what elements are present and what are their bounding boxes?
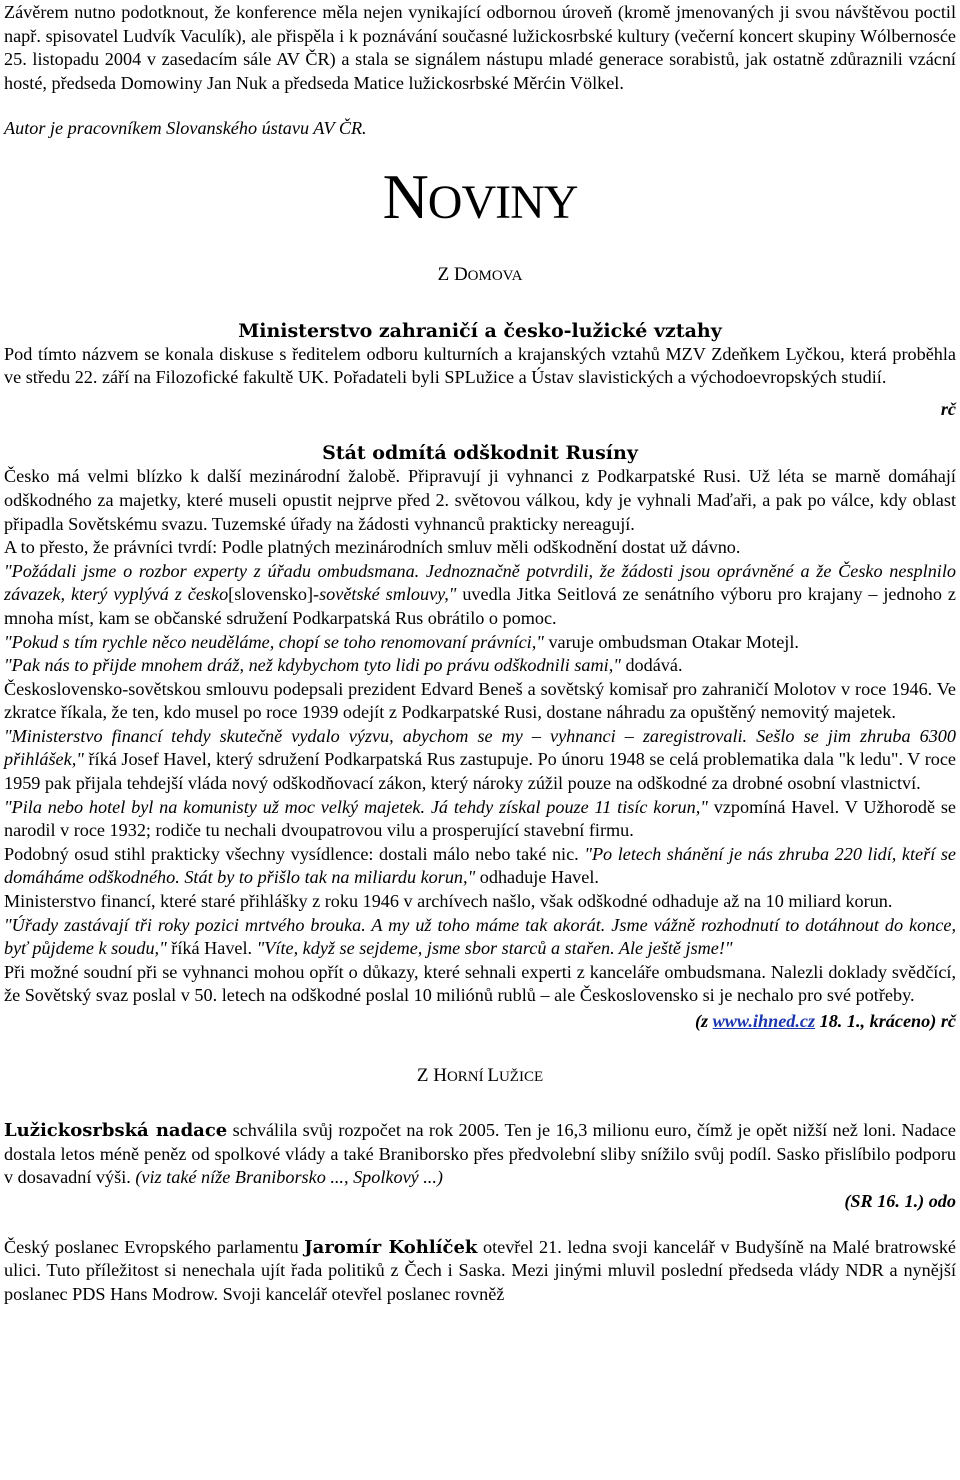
news-title-first: N (382, 160, 428, 232)
article-lead: Lužickosrbská nadace (4, 1120, 228, 1142)
article-paragraph: A to přesto, že právníci tvrdí: Podle platných mezinárodních smluv měli odškodnění dostat už dávno. (4, 537, 741, 558)
quote: "Pokud s tím rychle něco neuděláme, chopí se toho renomovaní právníci," (4, 631, 544, 652)
article-paragraph (4, 725, 956, 796)
intro-paragraph: Závěrem nutno podotknout, že konference měla nejen vynikající odbornou úroveň (kromě jmenovaných ji svou návštěvou poctil např. spisovatel Ludvík Vaculík), ale přispěla i k poznávání současné lužickosrbské kultury (večerní koncert skupiny Wólbernosće 25. listopadu 2004 v zasedacím sále AV ČR) a stala se signálem nástupu mladé generace sorabistů, jak ostatně zdůraznili vzácní hosté, předseda Domowiny Jan Nuk a předseda Matice lužickosrbské Měrćin Völkel. (4, 2, 956, 93)
quote: "Pak nás to přijde mnohem dráž, než kdybychom tyto lidi po právu odškodnili sami," (4, 655, 621, 676)
text: říká Josef Havel, který sdružení Podkarpatská Rus zastupuje. Po únoru 1948 se celá problematika dala "k ledu". V roce 1959 pak přijala tehdejší vláda nový odškodňovací zákon, který nároky zúžil pouze na odškodné za drobné osobní vlastnictví. (4, 749, 956, 794)
bracket-text: [slovensko] (228, 584, 314, 605)
article-source (4, 1010, 956, 1034)
quote: "Pila nebo hotel byl na komunisty už moc velký majetek. Já tehdy získal pouze 11 tisíc korun," (4, 796, 708, 817)
article-paragraph: Ministerstvo financí, které staré přihlášky z roku 1946 v archívech našlo, však odškodné odhaduje až na 10 miliard korun. (4, 891, 893, 912)
article-paragraph: Při možné soudní při se vyhnanci mohou opřít o důkazy, které sehnali experti z kanceláře ombudsmana. Nalezli doklady svědčící, že Sovětský svaz poslal v 50. letech na odškodné poslal 10 miliónů rublů – ale Československo si je nechalo pro své potřeby. (4, 961, 956, 1006)
text: vzpomíná Havel. V Užhorodě se narodil v roce 1932; rodiče tu nechali dvoupatrovou vilu a prosperující stavební firmu. (4, 796, 956, 841)
text: odhaduje Havel. (475, 867, 599, 888)
text: říká Havel. (166, 938, 257, 959)
article-paragraph (4, 843, 956, 890)
text: Český poslanec Evropského parlamentu (4, 1236, 305, 1257)
heading-part: UŽICE (498, 1068, 544, 1085)
section-home-first: Z D (437, 263, 468, 285)
heading-part: L (487, 1064, 499, 1086)
person-name: Jaromír Kohlíček (304, 1236, 478, 1258)
quote: "Po letech shánění je nás zhruba 220 lidí, kteří se domáháme odškodného. Stát by to přišlo tak na miliardu korun," (4, 843, 956, 888)
text: varuje ombudsman Otakar Motejl. (543, 631, 799, 652)
article-title-rusiny: Stát odmítá odškodnit Rusíny (322, 442, 638, 465)
quote: "Úřady zastávají tři roky pozici mrtvého brouka. A my už toho máme tak akorát. Jsme vážně rozhodnutí to dotáhnout do konce, byť půjdeme k soudu," (4, 914, 956, 959)
heading-part: ORNÍ (446, 1068, 488, 1085)
author-note: Autor je pracovníkem Slovanského ústavu AV ČR. (4, 118, 367, 139)
article-title-mzv: Ministerstvo zahraničí a česko-lužické vztahy (238, 319, 722, 342)
text: schválila svůj rozpočet na rok 2005. Ten je 16,3 milionu euro, čímž je opět nižší než loni. Nadace dostala letos méně peněz od spolkové vlády a také Braniborsko přes předvolební sliby snížilo svůj podíl. Sasko přislíbilo podporu v dosavadní výši. (4, 1120, 956, 1188)
section-home-rest: OMOVA (467, 267, 523, 284)
subsection-heading-z-horni-luzice (4, 1064, 956, 1090)
source-text: 18. 1., kráceno) rč (815, 1011, 956, 1031)
text: dodává. (620, 655, 683, 676)
news-title-rest: OVINY (427, 175, 578, 229)
text: otevřel 21. ledna svoji kancelář v Budyšíně na Malé bratrowské ulici. Tuto příležitost si nenechala ujít řada politiků z Čech i Saska. Mezi jinými mluvil poslední předseda vlády NDR a nynější poslanec PDS Hans Modrow. Svoji kancelář otevřel poslanec rovněž (4, 1236, 956, 1304)
cross-reference: (viz také níže Braniborsko ..., Spolkový ...) (135, 1167, 443, 1188)
quote: "Požádali jsme o rozbor experty z úřadu ombudsmana. Jednoznačně potvrdili, že žádosti jsou oprávněné a že Česko nesplnilo závazek, který vyplývá z česko (4, 560, 956, 605)
article-paragraph: Československo-sovětskou smlouvu podepsali prezident Edvard Beneš a sovětský komisař pro zahraničí Molotov v roce 1946. Ve zkratce říkala, že ten, kdo musel po roce 1939 odejít z Podkarpatské Rusi, dostane náhradu za opuštěný nemovitý majetek. (4, 678, 956, 723)
article-paragraph (4, 631, 956, 655)
subsection-heading-z-domova (4, 263, 956, 289)
article-paragraph (4, 914, 956, 961)
text: uvedla Jitka Seitlová ze senátního výboru pro krajany – jednoho z mnoha míst, kam se občanské sdružení Podkarpatská Rus obrátilo o pomoc. (4, 584, 956, 628)
article-paragraph (4, 796, 956, 843)
article-paragraph (4, 560, 956, 631)
text: Podobný osud stihl prakticky všechny vysídlence: dostali málo nebo také nic. (4, 843, 585, 864)
quote: "Ministerstvo financí tehdy skutečně vydalo výzvu, abychom se my – vyhnanci – zaregistrovali. Sešlo se jim zhruba 6300 přihlášek," (4, 725, 956, 770)
article-paragraph: Česko má velmi blízko k další mezinárodní žalobě. Připravují ji vyhnanci z Podkarpatské Rusi. Už léta se marně domáhají odškodného za majetky, které museli opustit nejprve před 2. světovou válkou, kdy je vyhnali Maďaři, a pak po válce, kdy oblast připadla Sovětskému svazu. Tuzemské úřady na žádosti vyhnanců prakticky nereagují. (4, 466, 956, 534)
article-paragraph (4, 654, 956, 678)
heading-part: Z H (416, 1064, 447, 1086)
article-signature: rč (940, 398, 956, 419)
article-paragraph (4, 1119, 956, 1190)
article-paragraph (4, 1236, 956, 1307)
document-page (4, 0, 956, 1306)
source-text: (z (694, 1011, 713, 1031)
quote: "Víte, když se sejdeme, jsme sbor starců a stařen. Ale ještě jsme!" (256, 938, 733, 959)
article-source: (SR 16. 1.) odo (844, 1190, 956, 1211)
quote: -sovětské smlouvy," (313, 584, 457, 605)
source-link[interactable]: www.ihned.cz (712, 1011, 816, 1031)
article-paragraph: Pod tímto názvem se konala diskuse s ředitelem odboru kulturních a krajanských vztahů MZV Zdeňkem Lyčkou, která proběhla ve středu 22. září na Filozofické fakultě UK. Pořadateli byli SPLužice a Ústav slavistických a východoevropských studií. (4, 343, 956, 388)
section-heading-noviny (4, 160, 956, 235)
